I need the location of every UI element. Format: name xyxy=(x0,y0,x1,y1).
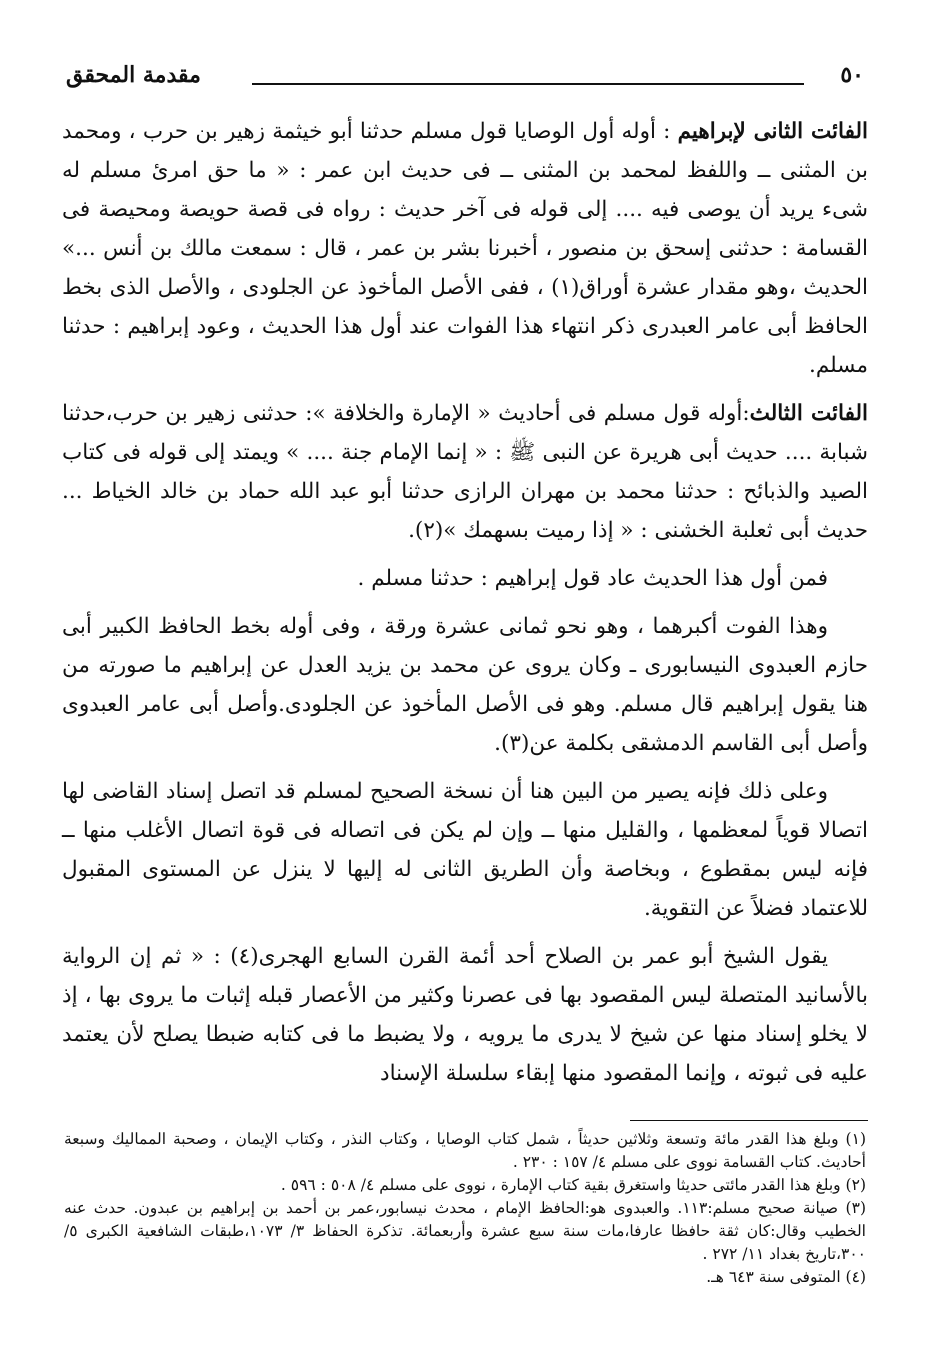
running-title: مقدمة المحقق xyxy=(66,62,201,88)
paragraph xyxy=(62,559,868,598)
footnote-2: (٢) وبلغ هذا القدر مائتى حديثا واستغرق بقية كتاب الإمارة ، نووى على مسلم ٤/ ٥٠٨ : ٥٩٦ . xyxy=(280,1176,866,1194)
paragraph-text: وهذا الفوت أكبرهما ، وهو نحو ثمانى عشرة ورقة ، وفى أوله بخط الحافظ الكبير أبى حازم العبدوى النيسابورى ـ وكان يروى عن محمد بن يزيد العدل عن إبراهيم ما صورته من هنا يقول إبراهيم قال مسلم. وهو فى الأصل المأخوذ عن الجلودى.وأصل أبى عامر العبدوى وأصل أبى القاسم الدمشقى بكلمة عن(٣). xyxy=(62,614,868,756)
footnote-separator xyxy=(630,1120,868,1121)
paragraph xyxy=(62,937,868,1093)
footnote-4: (٤) المتوفى سنة ٦٤٣ هـ. xyxy=(706,1268,866,1286)
paragraph-third-gap xyxy=(62,394,868,550)
paragraph-lead: الفائت الثانى لإبراهيم xyxy=(677,119,868,144)
paragraph-second-gap xyxy=(62,112,868,385)
paragraph-text: فمن أول هذا الحديث عاد قول إبراهيم : حدثنا مسلم . xyxy=(357,566,828,591)
paragraph xyxy=(62,772,868,928)
main-text xyxy=(62,112,868,1102)
paragraph-text: : أوله أول الوصايا قول مسلم حدثنا أبو خيثمة زهير بن حرب ، ومحمد بن المثنى ــ واللفظ لمحمد بن المثنى ــ فى حديث ابن عمر : « ما حق امرئ مسلم له شىء يريد أن يوصى فيه .... إلى قوله فى آخر حديث : رواه فى قصة حويصة ومحيصة فى القسامة : حدثنى إسحق بن منصور ، أخبرنا بشر بن عمر ، قال : سمعت مالك بن أنس ...» الحديث ،وهو مقدار عشرة أوراق(١) ، ففى الأصل المأخوذ عن الجلودى ، والأصل الذى بخط الحافظ أبى عامر العبدرى ذكر انتهاء هذا الفوات عند أول هذا الحديث ، وعود إبراهيم : حدثنا مسلم. xyxy=(62,119,868,378)
footnote-1: (١) وبلغ هذا القدر مائة وتسعة وثلاثين حديثاً ، شمل كتاب الوصايا ، وكتاب النذر ، وكتاب الإيمان ، وصحبة المماليك وسبعة أحاديث. كتاب القسامة نووى على مسلم ٤/ ١٥٧ : ٢٣٠ . xyxy=(64,1130,866,1171)
paragraph-lead: الفائت الثالث xyxy=(749,401,868,426)
page-header xyxy=(62,62,868,94)
footnote-3: (٣) صيانة صحيح مسلم:١١٣. والعبدوى هو:الحافظ الإمام ، محدث نيسابور،عمر بن أحمد بن إبراهيم بن عبدون. حدث عنه الخطيب وقال:كان ثقة حافظا عارفا،مات سنة سبع عشرة وأربعمائة. تذكرة الحفاظ ٣/ ١٠٧٣،طبقات الشافعية الكبرى ٥/ ٣٠٠،تاريخ بغداد ١١/ ٢٧٢ . xyxy=(64,1199,866,1263)
paragraph-text: يقول الشيخ أبو عمر بن الصلاح أحد أئمة القرن السابع الهجرى(٤) : « ثم إن الرواية بالأسانيد المتصلة ليس المقصود بها فى عصرنا وكثير من الأعصار قبله إثبات ما يروى بها ، إذ لا يخلو إسناد منها عن شيخ لا يدرى ما يرويه ، ولا يضبط ما فى كتابه ضبطا يصلح لأن يعتمد عليه فى ثبوته ، وإنما المقصود منها إبقاء سلسلة الإسناد xyxy=(62,944,868,1086)
footnotes xyxy=(64,1128,866,1289)
paragraph xyxy=(62,607,868,763)
paragraph-text: :أوله قول مسلم فى أحاديث « الإمارة والخلافة »: حدثنى زهير بن حرب،حدثنا شبابة .... حديث أبى هريرة عن النبى ﷺ : « إنما الإمام جنة .... » ويمتد إلى قوله فى كتاب الصيد والذبائح : حدثنا محمد بن مهران الرازى حدثنا أبو عبد الله حماد بن خالد الخياط ... حديث أبى ثعلبة الخشنى : « إذا رميت بسهمك »(٢). xyxy=(62,401,868,543)
header-rule xyxy=(252,83,804,85)
page-number: ٥٠ xyxy=(840,62,864,88)
paragraph-text: وعلى ذلك فإنه يصير من البين هنا أن نسخة الصحيح لمسلم قد اتصل إسناد القاضى لها اتصالا قوياً لمعظمها ، والقليل منها ــ وإن لم يكن فى اتصاله فى قوة اتصال الأغلب منها ــ فإنه ليس بمقطوع ، وبخاصة وأن الطريق الثانى له إليها لا ينزل عن المستوى المقبول للاعتماد فضلاً عن التقوية. xyxy=(62,779,868,921)
